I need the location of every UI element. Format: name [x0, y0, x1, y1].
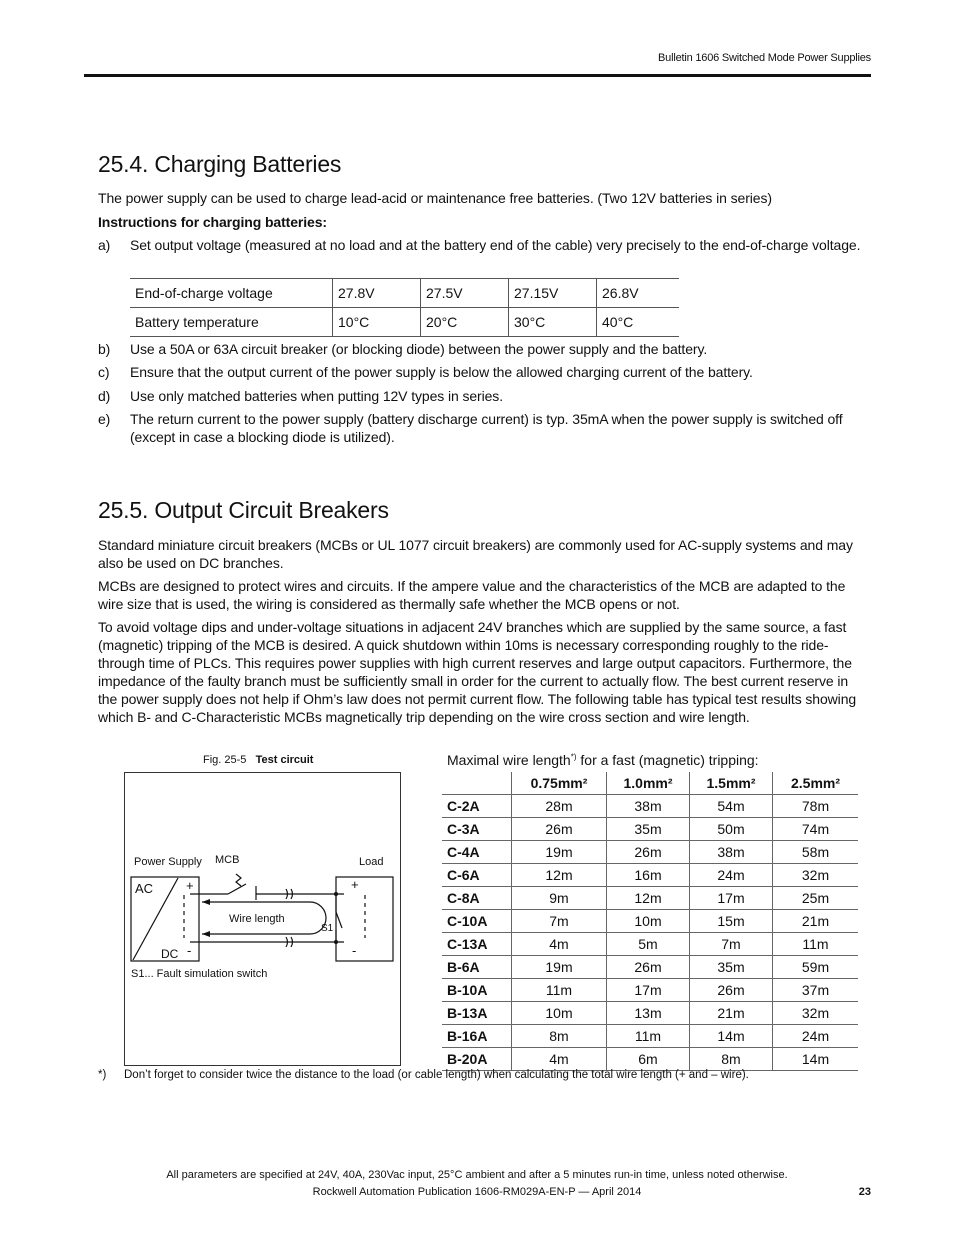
wire-length-cell: 78m	[773, 795, 859, 818]
breaker-type-cell: B-20A	[442, 1048, 512, 1071]
figure-title: Test circuit	[255, 754, 314, 766]
table-cell: 27.8V	[333, 279, 421, 308]
load-label: Load	[359, 856, 384, 868]
table-row	[442, 1002, 858, 1025]
list-text: Use only matched batteries when putting 12V types in series.	[130, 388, 503, 404]
wire-length-cell: 17m	[690, 887, 773, 910]
wire-length-cell: 11m	[773, 933, 859, 956]
breaker-type-cell: C-3A	[442, 818, 512, 841]
power-supply-label: Power Supply	[134, 856, 202, 868]
wire-length-cell: 8m	[512, 1025, 607, 1048]
wire-length-cell: 8m	[690, 1048, 773, 1071]
wire-length-cell: 26m	[607, 841, 690, 864]
arrow-head	[202, 899, 210, 905]
wire-length-cell: 4m	[512, 933, 607, 956]
ac-label: AC	[135, 881, 154, 896]
wire-length-cell: 10m	[607, 910, 690, 933]
table-cell: 20°C	[421, 308, 509, 337]
header-cell: 1.0mm²	[607, 772, 690, 795]
footer-parameters: All parameters are specified at 24V, 40A, 230Vac input, 25°C ambient and after a 5 minutes run-in time, unless noted otherwise.	[166, 1169, 788, 1181]
paragraph: MCBs are designed to protect wires and circuits. If the ampere value and the characteristics of the MCB are adapted to the wire size that is used, the wiring is considered as thermally safe whether the MCB opens or not.	[98, 578, 846, 612]
table-cell: Battery temperature	[130, 308, 333, 337]
table-row	[442, 841, 858, 864]
breaker-type-cell: B-16A	[442, 1025, 512, 1048]
table-row	[442, 818, 858, 841]
battery-table	[130, 278, 679, 337]
footnote-text: Don’t forget to consider twice the distance to the load (or cable length) when calculating the total wire length (+ and – wire).	[124, 1069, 749, 1081]
figure-caption	[203, 754, 313, 766]
header-cell: 0.75mm²	[512, 772, 607, 795]
wire-length-cell: 37m	[773, 979, 859, 1002]
table-row	[442, 1025, 858, 1048]
dc-label: DC	[161, 947, 179, 961]
wire-length-cell: 24m	[773, 1025, 859, 1048]
load-plus-label: +	[351, 877, 359, 892]
list-text: Use a 50A or 63A circuit breaker (or blocking diode) between the power supply and the battery.	[130, 341, 708, 357]
wire-length-cell: 59m	[773, 956, 859, 979]
table-row	[442, 979, 858, 1002]
wire-length-cell: 11m	[607, 1025, 690, 1048]
breaker-type-cell: C-4A	[442, 841, 512, 864]
wire-length-cell: 14m	[773, 1048, 859, 1071]
figure-number: Fig. 25-5	[203, 754, 247, 766]
s1-arm	[336, 912, 342, 928]
breaker-type-cell: C-6A	[442, 864, 512, 887]
table-cell: 10°C	[333, 308, 421, 337]
wire-length-cell: 9m	[512, 887, 607, 910]
list-text: Ensure that the output current of the power supply is below the allowed charging current of the battery.	[130, 364, 753, 380]
table-row	[442, 933, 858, 956]
psu-minus-label: -	[187, 943, 192, 958]
table-row	[442, 1048, 858, 1071]
footer-publication: Rockwell Automation Publication 1606-RM029A-EN-P — April 2014	[312, 1186, 642, 1198]
section-heading-charging: 25.4. Charging Batteries	[98, 151, 342, 177]
breaker-type-cell: C-13A	[442, 933, 512, 956]
wire-length-cell: 7m	[690, 933, 773, 956]
charging-intro: The power supply can be used to charge lead-acid or maintenance free batteries. (Two 12V batteries in series)	[98, 190, 772, 206]
wire-length-cell: 4m	[512, 1048, 607, 1071]
footnote-marker: *)	[98, 1069, 107, 1081]
wire-length-cell: 26m	[512, 818, 607, 841]
wire-length-cell: 5m	[607, 933, 690, 956]
breaker-type-cell: B-10A	[442, 979, 512, 1002]
mcb-trip-symbol	[236, 874, 241, 886]
table-row	[130, 279, 679, 308]
wire-length-cell: 32m	[773, 1002, 859, 1025]
arrow-head	[202, 931, 210, 937]
wire-length-cell: 6m	[607, 1048, 690, 1071]
table-row	[442, 864, 858, 887]
table-cell: 26.8V	[597, 279, 680, 308]
wire-length-cell: 50m	[690, 818, 773, 841]
page-number: 23	[858, 1186, 871, 1198]
caption-text: Maximal wire length	[447, 752, 571, 768]
breaker-type-cell: B-13A	[442, 1002, 512, 1025]
wire-length-cell: 7m	[512, 910, 607, 933]
header-rule	[84, 74, 871, 77]
wire-length-cell: 21m	[690, 1002, 773, 1025]
test-circuit-diagram	[124, 772, 401, 1066]
wire-length-cell: 13m	[607, 1002, 690, 1025]
breaker-type-cell: C-10A	[442, 910, 512, 933]
node-dot	[334, 940, 338, 944]
table-row	[442, 956, 858, 979]
breaker-type-cell: C-2A	[442, 795, 512, 818]
list-text: The return current to the power supply (battery discharge current) is typ. 35mA when the power supply is switched off (except in case a blocking diode is utilized).	[130, 411, 843, 445]
psu-plus-label: +	[186, 878, 194, 893]
mcb-label: MCB	[215, 854, 240, 866]
s1-label: S1	[321, 923, 334, 934]
list-marker: c)	[98, 364, 110, 380]
table-header-row	[442, 772, 858, 795]
caption-text: for a fast (magnetic) tripping:	[576, 752, 759, 768]
wire-length-table	[442, 772, 858, 1071]
wire-length-cell: 17m	[607, 979, 690, 1002]
node-dot	[334, 892, 338, 896]
load-minus-label: -	[352, 943, 357, 958]
table-row	[130, 308, 679, 337]
wire-length-cell: 19m	[512, 956, 607, 979]
table-cell: 30°C	[509, 308, 597, 337]
wire-length-cell: 10m	[512, 1002, 607, 1025]
wire-length-cell: 58m	[773, 841, 859, 864]
instructions-title: Instructions for charging batteries:	[98, 214, 327, 230]
paragraph: To avoid voltage dips and under-voltage situations in adjacent 24V branches which are supplied by the same source, a fast (magnetic) tripping of the MCB is desired. A quick shutdown within 10ms is necessary corresponding roughly to the ride-through time of PLCs. This requires power supplies with high current reserves and large output capacitors. Furthermore, the impedance of the faulty branch must be sufficiently small in order for the current to actually flow. The best current reserve in the power supply does not help if Ohm’s law does not permit current flow. The following table has typical test results showing which B- and C-Characteristic MCBs magnetically trip depending on the wire cross section and wire length.	[98, 619, 857, 725]
wire-length-cell: 11m	[512, 979, 607, 1002]
header-cell: 1.5mm²	[690, 772, 773, 795]
wire-length-cell: 38m	[607, 795, 690, 818]
table-row	[442, 910, 858, 933]
caption-footnote-ref: *)	[570, 752, 577, 762]
wire-length-cell: 24m	[690, 864, 773, 887]
table-row	[442, 795, 858, 818]
s1-legend: S1... Fault simulation switch	[131, 968, 268, 980]
running-header: Bulletin 1606 Switched Mode Power Supplies	[658, 52, 871, 64]
wire-length-cell: 38m	[690, 841, 773, 864]
wire-length-cell: 12m	[512, 864, 607, 887]
breaker-type-cell: C-8A	[442, 887, 512, 910]
wire-length-cell: 15m	[690, 910, 773, 933]
wire-length-cell: 21m	[773, 910, 859, 933]
wire-length-cell: 19m	[512, 841, 607, 864]
wire-length-label: Wire length	[229, 913, 285, 925]
mcb-switch-arm	[228, 884, 246, 894]
header-cell: 2.5mm²	[773, 772, 859, 795]
list-marker: e)	[98, 411, 111, 427]
wire-length-cell: 12m	[607, 887, 690, 910]
wire-length-cell: 26m	[607, 956, 690, 979]
list-marker: b)	[98, 341, 111, 357]
table-cell: 27.5V	[421, 279, 509, 308]
wire-length-cell: 32m	[773, 864, 859, 887]
header-cell	[442, 772, 512, 795]
wire-length-cell: 74m	[773, 818, 859, 841]
paragraph: Standard miniature circuit breakers (MCBs or UL 1077 circuit breakers) are commonly used for AC-supply systems and may also be used on DC branches.	[98, 537, 853, 571]
wire-length-cell: 54m	[690, 795, 773, 818]
list-marker: d)	[98, 388, 111, 404]
table-cell: End-of-charge voltage	[130, 279, 333, 308]
table-cell: 27.15V	[509, 279, 597, 308]
wire-length-cell: 26m	[690, 979, 773, 1002]
wire-length-cell: 14m	[690, 1025, 773, 1048]
list-marker: a)	[98, 237, 111, 253]
table-row	[442, 887, 858, 910]
wire-length-cell: 28m	[512, 795, 607, 818]
wire-table-caption	[447, 752, 759, 768]
list-text: Set output voltage (measured at no load and at the battery end of the cable) very precisely to the end-of-charge voltage.	[130, 237, 861, 253]
wire-length-cell: 25m	[773, 887, 859, 910]
breaker-type-cell: B-6A	[442, 956, 512, 979]
section-heading-breakers: 25.5. Output Circuit Breakers	[98, 497, 389, 523]
wire-length-cell: 35m	[607, 818, 690, 841]
wire-length-cell: 16m	[607, 864, 690, 887]
wire-length-cell: 35m	[690, 956, 773, 979]
table-cell: 40°C	[597, 308, 680, 337]
